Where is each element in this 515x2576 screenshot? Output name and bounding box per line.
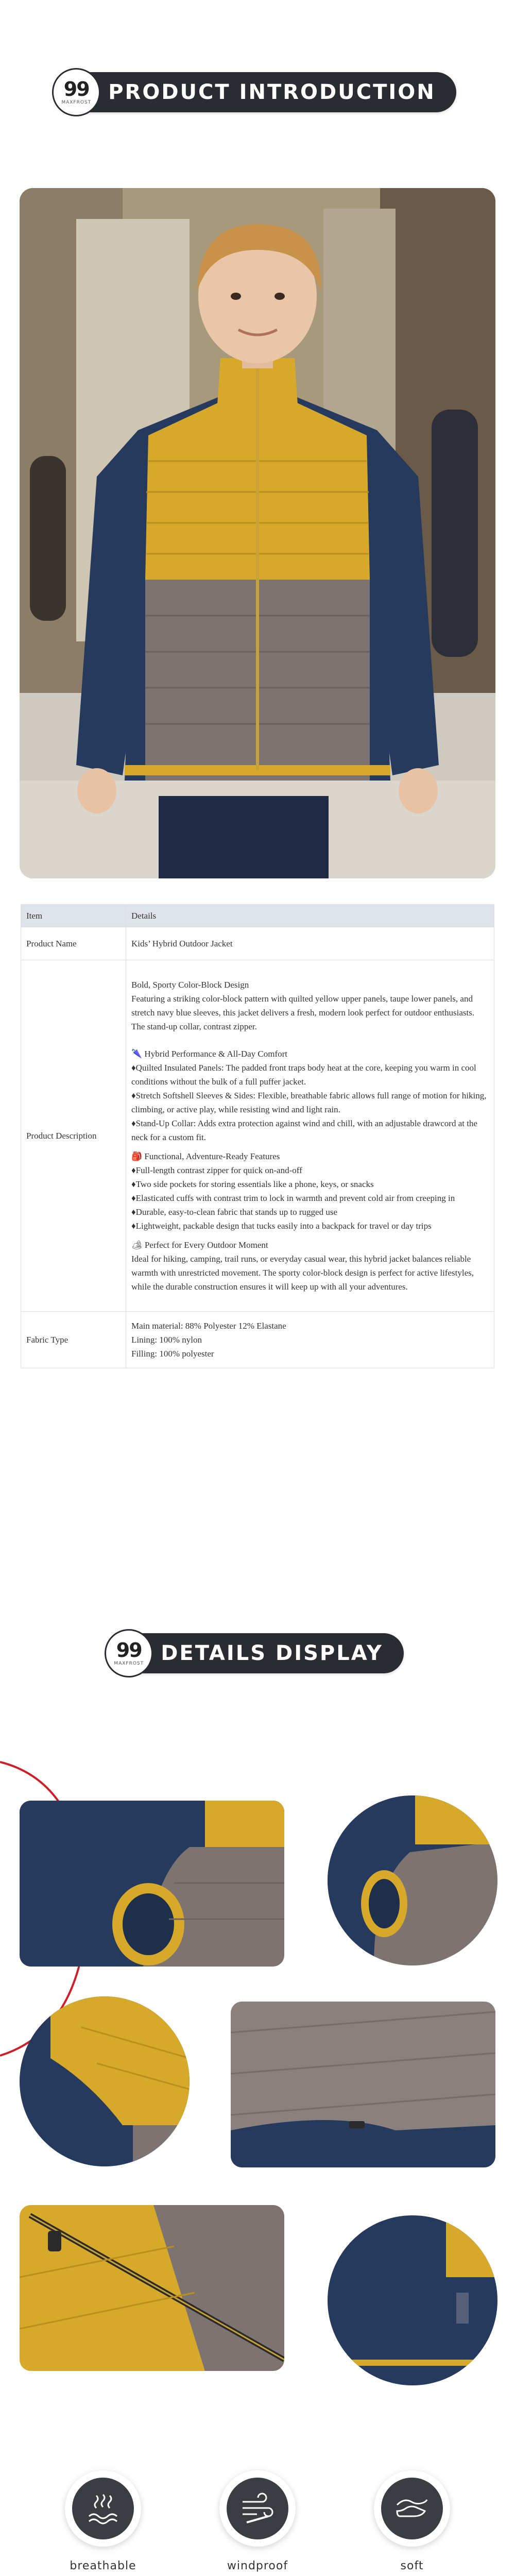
description-line: ♦Stretch Softshell Sleeves & Sides: Flexible, breathable fabric allows full range of motion for hiking, climbing, or active play, while resisting wind and light rain. (131, 1091, 487, 1114)
description-section-performance (131, 1047, 489, 1144)
fabric-type-label: Fabric Type (21, 1312, 126, 1368)
detail-photo-quilt-round (20, 1996, 190, 2166)
description-title: 🏕 Perfect for Every Outdoor Moment (131, 1240, 268, 1250)
product-name-value: Kids’ Hybrid Outdoor Jacket (126, 927, 494, 960)
description-title: 🎒 Functional, Adventure-Ready Features (131, 1151, 280, 1161)
feature-soft (355, 2470, 469, 2573)
feature-label: windproof (227, 2560, 288, 2572)
table-header-item: Item (21, 905, 126, 927)
description-line: Featuring a striking color-block pattern with quilted yellow upper panels, taupe lower panels, and stretch navy blue sleeves, this jacket delivers a fresh, modern look perfect for outdoor enthusiasts. The stand-up collar, contrast zipper. (131, 994, 475, 1031)
product-description-label: Product Description (21, 960, 126, 1312)
breathable-icon (85, 2490, 121, 2527)
table-header-details: Details (126, 905, 494, 927)
brand-logo-name: MAXFROST (61, 100, 92, 105)
intro-header-title: PRODUCT INTRODUCTION (108, 80, 436, 104)
description-line: ♦Lightweight, packable design that tucks easily into a backpack for travel or day trips (131, 1221, 432, 1231)
description-title: Bold, Sporty Color-Block Design (131, 980, 249, 990)
detail-photo-cuff (20, 1801, 284, 1967)
description-line: ♦Stand-Up Collar: Adds extra protection against wind and chill, with an adjustable drawcord at the neck for a custom fit. (131, 1118, 477, 1142)
product-name-label: Product Name (21, 927, 126, 960)
fabric-type-value (126, 1312, 494, 1368)
feature-windproof (201, 2470, 314, 2573)
intro-header-pill (59, 72, 456, 112)
description-title: 🌂 Hybrid Performance & All-Day Comfort (131, 1049, 288, 1059)
brand-logo (54, 70, 99, 115)
windproof-icon (239, 2490, 276, 2527)
hero-photo-illustration (20, 188, 495, 878)
detail-photo-sleeve-round (328, 2215, 497, 2385)
table-row-product-name (21, 927, 494, 960)
brand-logo-number: 99 (63, 78, 89, 100)
table-row-fabric-type (21, 1312, 494, 1368)
description-section-features (131, 1149, 489, 1233)
details-header-pill (111, 1633, 404, 1673)
product-description-value (126, 960, 494, 1312)
fabric-line: Filling: 100% polyester (131, 1349, 214, 1359)
description-line: ♦Elasticated cuffs with contrast trim to lock in warmth and prevent cold air from creeping in (131, 1193, 455, 1203)
table-row-product-description (21, 960, 494, 1312)
brand-logo-name: MAXFROST (114, 1661, 144, 1666)
product-info-table (21, 904, 494, 1368)
description-line: Ideal for hiking, camping, trail runs, or everyday casual wear, this hybrid jacket balances reliable warmth with unrestricted movement. The sporty color-block design is perfect for active lifestyles, while the durable construction ensures it will keep up with all your adventures. (131, 1254, 474, 1292)
description-line: ♦Quilted Insulated Panels: The padded front traps body heat at the core, keeping you warm in cool conditions without the bulk of a full puffer jacket. (131, 1063, 476, 1087)
detail-photo-pocket (231, 2002, 495, 2167)
table-header-row (21, 905, 494, 927)
brand-logo (106, 1631, 151, 1676)
detail-photo-zipper (20, 2205, 284, 2371)
feature-breathable (46, 2470, 160, 2573)
intro-header (0, 72, 515, 112)
description-section-design (131, 978, 489, 1033)
feature-label: breathable (70, 2560, 136, 2572)
soft-icon (394, 2490, 430, 2527)
description-line: ♦Full-length contrast zipper for quick on-and-off (131, 1165, 302, 1175)
fabric-line: Main material: 88% Polyester 12% Elastane (131, 1321, 286, 1331)
description-line: ♦Two side pockets for storing essentials like a phone, keys, or snacks (131, 1179, 374, 1189)
description-line: ♦Durable, easy-to-clean fabric that stands up to rugged use (131, 1207, 338, 1217)
description-section-outdoor (131, 1238, 489, 1294)
details-header (0, 1633, 515, 1673)
fabric-line: Lining: 100% nylon (131, 1335, 202, 1345)
feature-label: soft (400, 2560, 424, 2572)
hero-product-photo (20, 188, 495, 878)
detail-photo-cuff-round (328, 1795, 497, 1965)
brand-logo-number: 99 (116, 1639, 142, 1662)
details-header-title: DETAILS DISPLAY (161, 1641, 383, 1665)
